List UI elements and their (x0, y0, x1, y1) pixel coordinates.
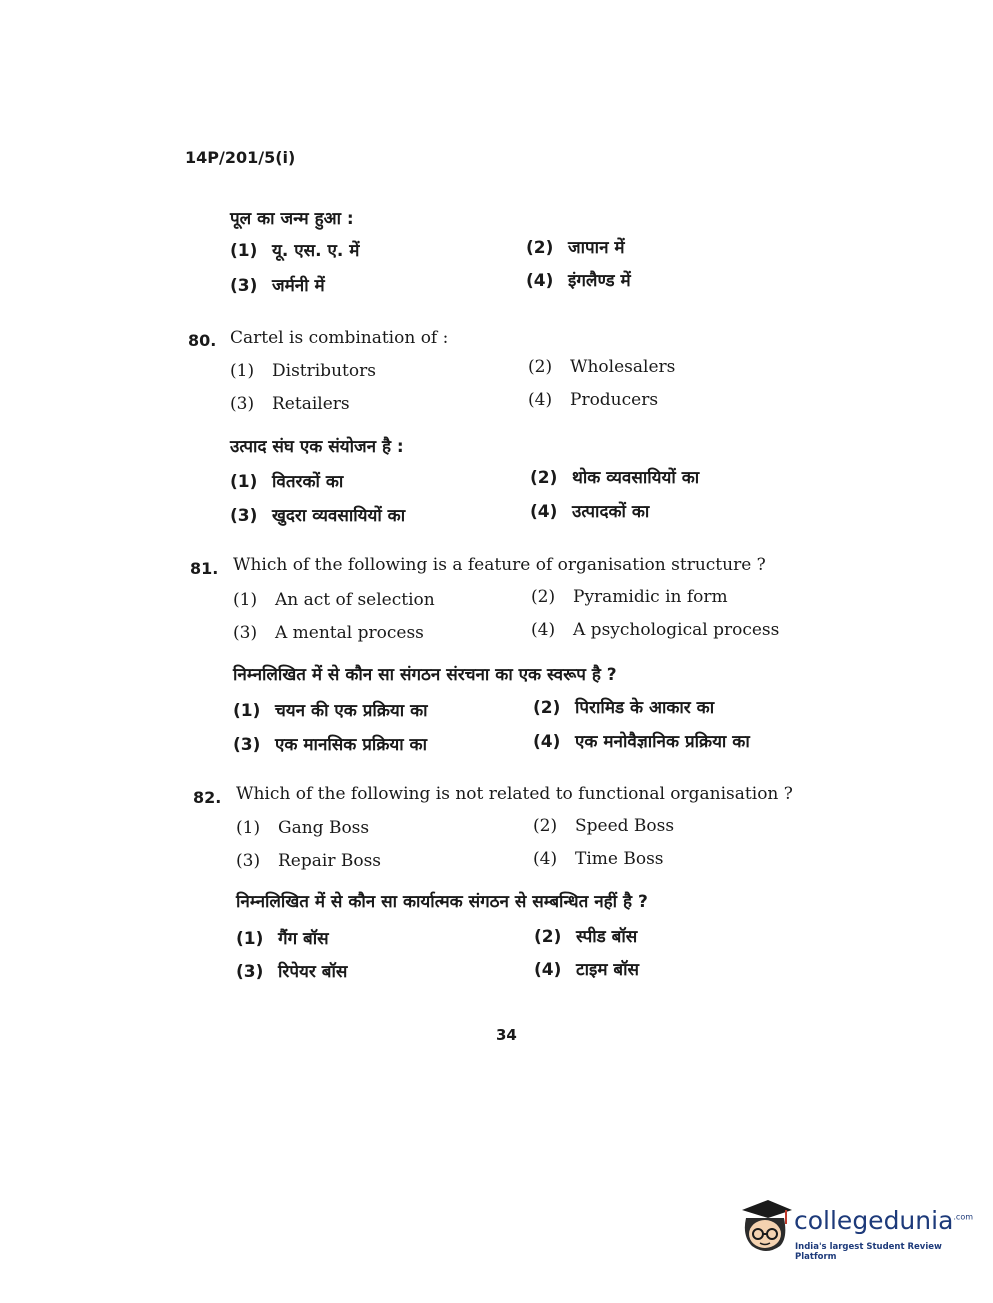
paper-code: 14P/201/5(i) (185, 148, 296, 167)
q80-stem-hindi: उत्पाद संघ एक संयोजन है : (230, 437, 404, 457)
q82-option-2-hindi: (2) स्पीड बॉस (534, 927, 638, 947)
q81-option-1-hindi: (1) चयन की एक प्रक्रिया का (233, 701, 428, 721)
q79-option-1: (1) यू. एस. ए. में (230, 241, 360, 261)
q80-option-4: (4) Producers (528, 390, 659, 410)
q81-option-2-hindi: (2) पिरामिड के आकार का (533, 698, 715, 718)
q81-option-3: (3) A mental process (233, 623, 424, 643)
q82-option-4: (4) Time Boss (533, 849, 664, 869)
q81-option-4: (4) A psychological process (531, 620, 780, 640)
q81-option-2: (2) Pyramidic in form (531, 587, 728, 607)
q82-option-4-hindi: (4) टाइम बॉस (534, 960, 640, 980)
collegedunia-logo (738, 1196, 974, 1262)
logo-wordmark: collegedunia$^{.com}$ (794, 1206, 974, 1235)
q82-option-2: (2) Speed Boss (533, 816, 675, 836)
q82-option-3: (3) Repair Boss (236, 851, 382, 871)
q80-number: 80. (188, 331, 217, 350)
page-number: 34 (496, 1026, 517, 1044)
q79-stem-hindi: पूल का जन्म हुआ : (230, 209, 354, 229)
q80-option-2: (2) Wholesalers (528, 357, 676, 377)
q82-option-3-hindi: (3) रिपेयर बॉस (236, 962, 348, 982)
q81-option-1: (1) An act of selection (233, 590, 435, 610)
q81-option-4-hindi: (4) एक मनोवैज्ञानिक प्रक्रिया का (533, 732, 750, 752)
q82-option-1: (1) Gang Boss (236, 818, 370, 838)
q80-option-3: (3) Retailers (230, 394, 350, 414)
graduate-mascot-icon (738, 1196, 794, 1256)
q79-option-2: (2) जापान में (526, 238, 625, 258)
q82-stem-hindi: निम्नलिखित में से कौन सा कार्यात्मक संगठन से सम्बन्धित नहीं है ? (236, 892, 648, 912)
q80-option-4-hindi: (4) उत्पादकों का (530, 502, 650, 522)
q80-option-1-hindi: (1) वितरकों का (230, 472, 344, 492)
q80-stem-english: Cartel is combination of : (230, 328, 449, 348)
q82-stem-english: Which of the following is not related to functional organisation ? (236, 784, 793, 804)
q81-number: 81. (190, 559, 219, 578)
q81-option-3-hindi: (3) एक मानसिक प्रक्रिया का (233, 735, 428, 755)
q82-option-1-hindi: (1) गैंग बॉस (236, 929, 329, 949)
q80-option-2-hindi: (2) थोक व्यवसायियों का (530, 468, 700, 488)
q80-option-1: (1) Distributors (230, 361, 376, 381)
q81-stem-english: Which of the following is a feature of organisation structure ? (233, 555, 766, 575)
logo-tagline: India's largest Student Review Platform (795, 1242, 942, 1262)
q82-number: 82. (193, 788, 222, 807)
q80-option-3-hindi: (3) खुदरा व्यवसायियों का (230, 506, 406, 526)
q79-option-4: (4) इंगलैण्ड में (526, 271, 631, 291)
q81-stem-hindi: निम्नलिखित में से कौन सा संगठन संरचना का एक स्वरूप है ? (233, 665, 617, 685)
q79-option-3: (3) जर्मनी में (230, 276, 325, 296)
